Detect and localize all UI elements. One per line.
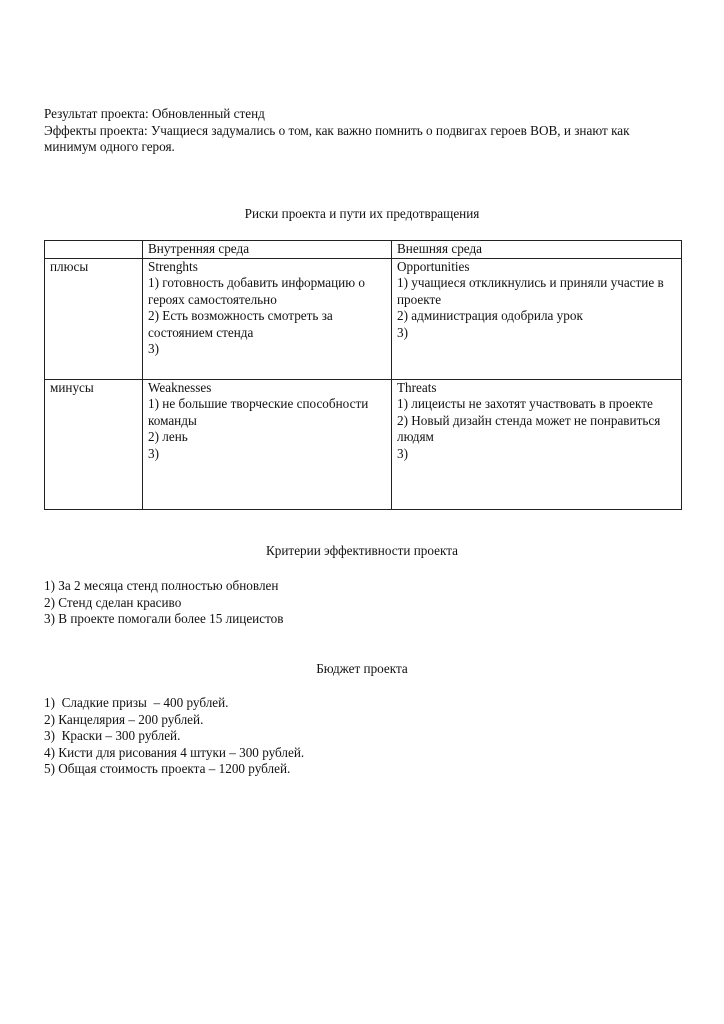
list-item: 2) Стенд сделан красиво [44, 594, 182, 610]
strengths-heading: Strenghts [148, 258, 198, 274]
budget-title: Бюджет проекта [316, 661, 408, 676]
threats-item: 3) [397, 445, 408, 461]
threats-cell [392, 379, 682, 509]
intro-section [44, 106, 684, 156]
list-item: 3) Краски – 300 рублей. [44, 728, 181, 743]
project-result: Результат проекта: Обновленный стенд [44, 106, 265, 121]
swot-header-internal: Внутренняя среда [143, 241, 392, 259]
opportunities-cell [392, 258, 682, 379]
list-item: 3) В проекте помогали более 15 лицеистов [44, 611, 284, 626]
weaknesses-item: 2) лень [148, 429, 188, 444]
swot-row-plus [45, 258, 682, 379]
criteria-list [44, 578, 680, 628]
swot-row-minus [45, 379, 682, 509]
strengths-item: 3) [148, 341, 159, 356]
swot-header-external: Внешняя среда [392, 241, 682, 259]
weaknesses-item: 3) [148, 445, 159, 461]
swot-row-label: плюсы [45, 258, 143, 379]
strengths-item: 2) Есть возможность смотреть за состоянием стенда [148, 308, 333, 340]
list-item: 1) За 2 месяца стенд полностью обновлен [44, 578, 279, 593]
list-item: 2) Канцелярия – 200 рублей. [44, 711, 204, 727]
swot-table [44, 240, 682, 510]
threats-item: 2) Новый дизайн стенда может не понравиться людям [397, 412, 661, 444]
list-item: 4) Кисти для рисования 4 штуки – 300 рублей. [44, 744, 305, 760]
criteria-title: Критерии эффективности проекта [265, 543, 459, 558]
weaknesses-cell [143, 379, 392, 509]
threats-heading: Threats [397, 379, 437, 395]
strengths-cell [143, 258, 392, 379]
list-item: 1) Сладкие призы – 400 рублей. [44, 695, 229, 710]
opportunities-item: 3) [397, 324, 408, 340]
swot-row-label: минусы [45, 379, 143, 509]
strengths-item: 1) готовность добавить информацию о героях самостоятельно [148, 275, 365, 307]
threats-item: 1) лицеисты не захотят участвовать в проекте [397, 396, 653, 411]
weaknesses-heading: Weaknesses [148, 379, 212, 395]
opportunities-item: 1) учащиеся откликнулись и приняли участие в проекте [397, 275, 664, 307]
list-item: 5) Общая стоимость проекта – 1200 рублей. [44, 761, 291, 776]
project-effects: Эффекты проекта: Учащиеся задумались о том, как важно помнить о подвигах героев ВОВ, и знают как минимум одного героя. [44, 122, 630, 154]
swot-header-blank [45, 241, 143, 259]
opportunities-heading: Opportunities [397, 258, 470, 274]
swot-header-row [45, 241, 682, 259]
opportunities-item: 2) администрация одобрила урок [397, 308, 583, 323]
budget-list [44, 695, 680, 778]
weaknesses-item: 1) не большие творческие способности команды [148, 396, 369, 428]
risks-title: Риски проекта и пути их предотвращения [244, 206, 480, 221]
